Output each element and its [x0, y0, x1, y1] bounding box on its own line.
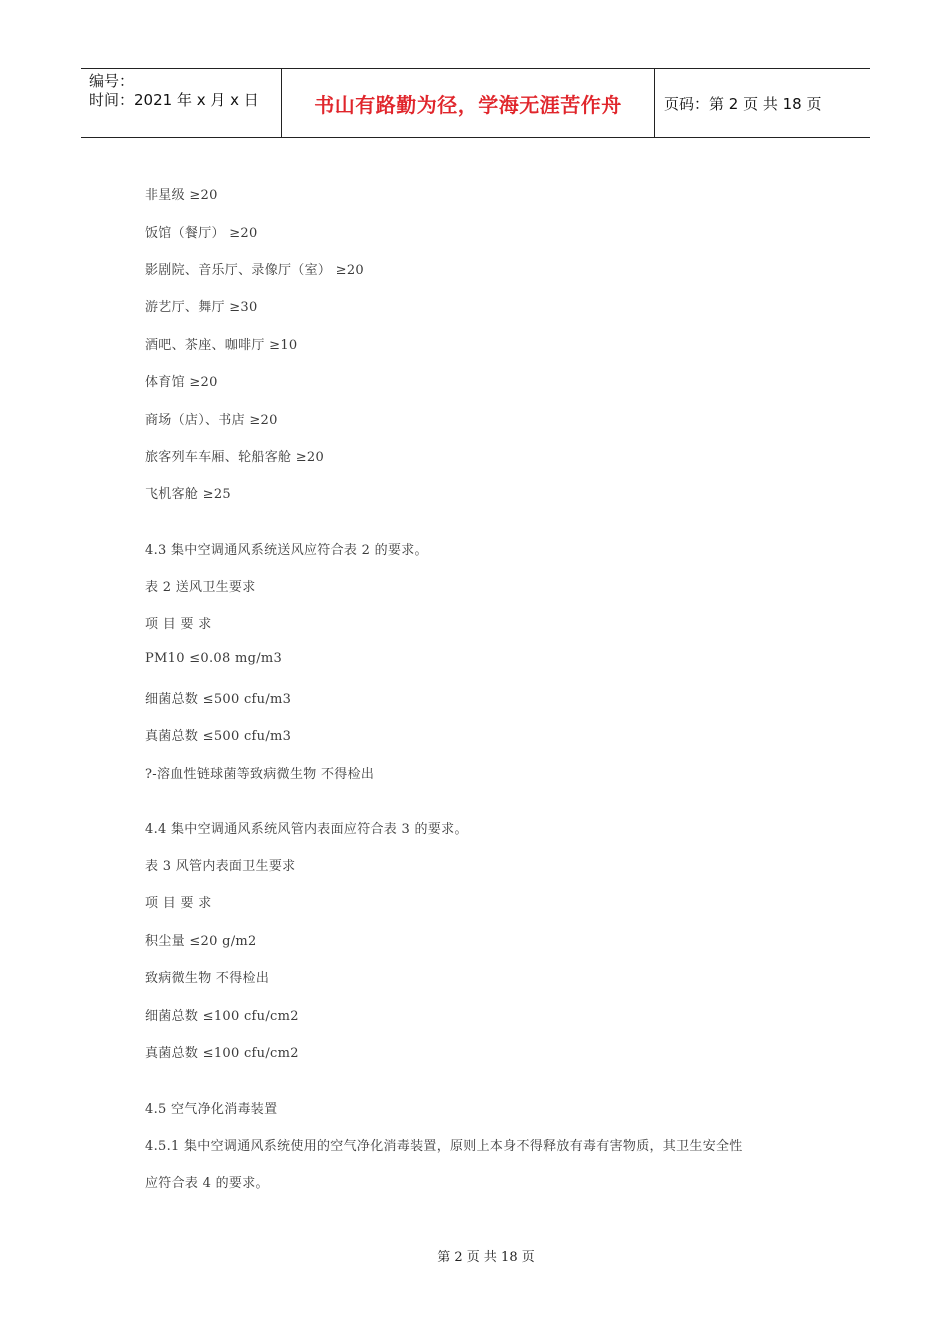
table-row: 细菌总数 ≤500 cfu/m3: [145, 692, 292, 707]
table-header: 项 目 要 求: [145, 617, 212, 632]
table-row: 积尘量 ≤20 g/m2: [145, 934, 257, 949]
table-row: ?-溶血性链球菌等致病微生物 不得检出: [145, 767, 375, 782]
section-heading: 4.4 集中空调通风系统风管内表面应符合表 3 的要求。: [145, 822, 468, 837]
table-header: 项 目 要 求: [145, 896, 212, 911]
table-row: 致病微生物 不得检出: [145, 971, 270, 986]
paragraph-line: 4.5.1 集中空调通风系统使用的空气净化消毒装置，原则上本身不得释放有毒有害物质，其卫生安全性: [145, 1139, 743, 1154]
text-line: 体育馆 ≥20: [145, 375, 218, 390]
document-date: 时间：2021 年 x 月 x 日: [89, 91, 259, 109]
table-row: 真菌总数 ≤500 cfu/m3: [145, 729, 292, 744]
text-line: 游艺厅、舞厅 ≥30: [145, 300, 258, 315]
text-line: 酒吧、茶座、咖啡厅 ≥10: [145, 338, 298, 353]
header-motto: 书山有路勤为径，学海无涯苦作舟: [282, 69, 655, 137]
table-row: PM10 ≤0.08 mg/m3: [145, 651, 283, 666]
page-header: [81, 68, 870, 138]
page-footer: 第 2 页 共 18 页: [437, 1250, 535, 1265]
table-row: 真菌总数 ≤100 cfu/cm2: [145, 1046, 299, 1061]
header-page-info: 页码：第 2 页 共 18 页: [664, 94, 822, 113]
text-line: 影剧院、音乐厅、录像厅（室） ≥20: [145, 263, 364, 278]
text-line: 商场（店）、书店 ≥20: [145, 413, 278, 428]
paragraph-line: 应符合表 4 的要求。: [145, 1176, 269, 1191]
text-line: 非星级 ≥20: [145, 188, 218, 203]
text-line: 饭馆（餐厅） ≥20: [145, 226, 258, 241]
table-row: 细菌总数 ≤100 cfu/cm2: [145, 1009, 299, 1024]
text-line: 旅客列车车厢、轮船客舱 ≥20: [145, 450, 325, 465]
table-caption: 表 3 风管内表面卫生要求: [145, 859, 296, 874]
section-heading: 4.5 空气净化消毒装置: [145, 1102, 278, 1117]
text-line: 飞机客舱 ≥25: [145, 487, 231, 502]
section-heading: 4.3 集中空调通风系统送风应符合表 2 的要求。: [145, 543, 428, 558]
document-number-label: 编号：: [89, 72, 135, 90]
table-caption: 表 2 送风卫生要求: [145, 580, 256, 595]
header-meta: [81, 69, 282, 137]
